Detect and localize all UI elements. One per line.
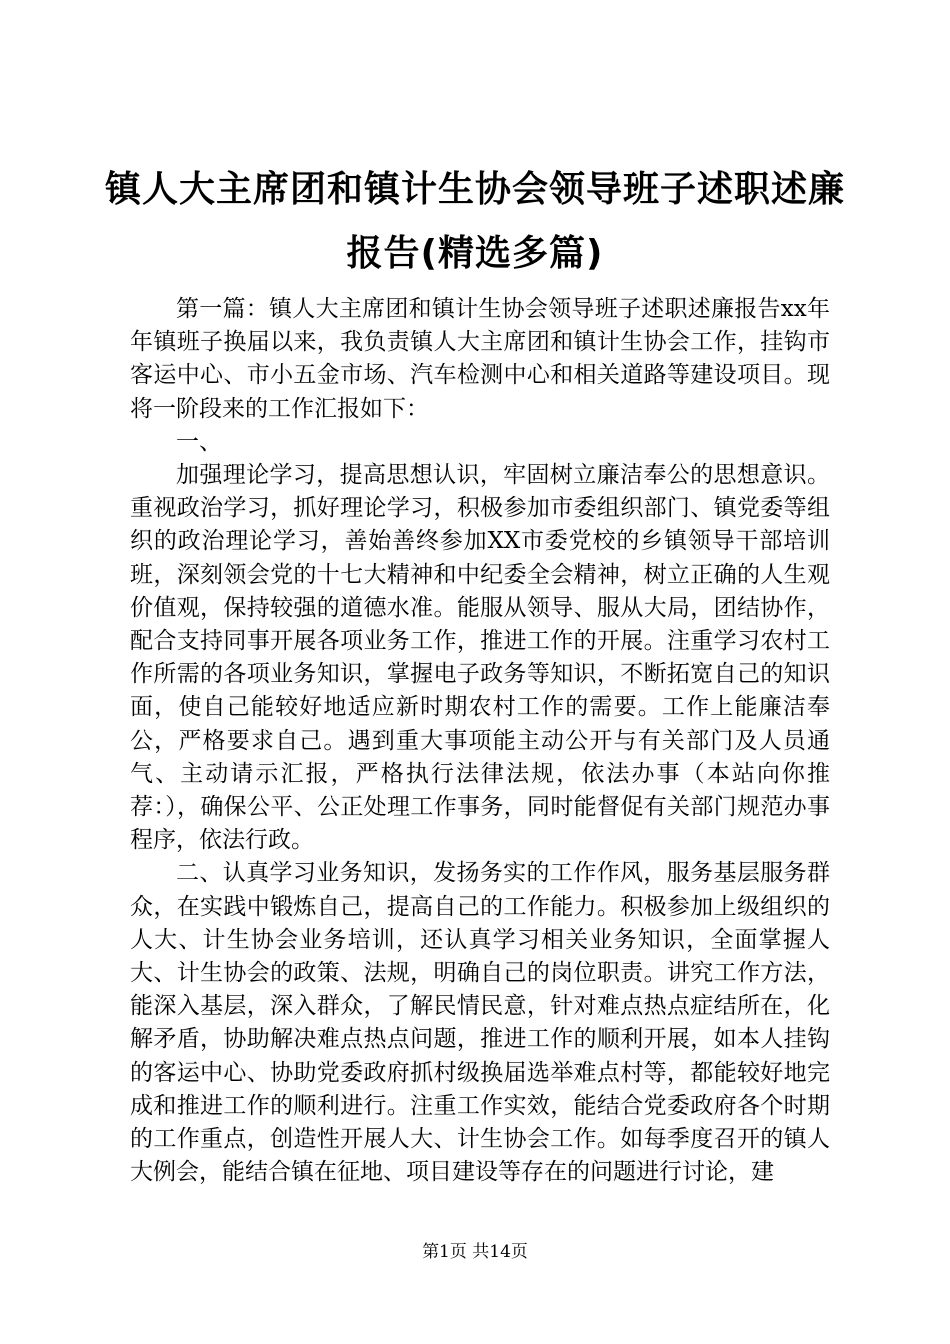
page-footer: 第1页 共14页 (422, 1242, 528, 1262)
title-line-1: 镇人大主席团和镇计生协会领导班子述职述廉 (104, 169, 845, 210)
title-line-2: 报告(精选多篇) (346, 233, 604, 274)
paragraph-section-2: 二、认真学习业务知识，发扬务实的工作作风，服务基层服务群众，在实践中锻炼自己，提高自己的工作能力。积极参加上级组织的人大、计生协会业务培训，还认真学习相关业务知识，全面掌握人大、计生协会的政策、法规，明确自己的岗位职责。讲究工作方法，能深入基层，深入群众，了解民情民意，针对难点热点症结所在，化解矛盾，协助解决难点热点问题，推进工作的顺利开展，如本人挂钩的客运中心、协助党委政府抓村级换届选举难点村等，都能较好地完成和推进工作的顺利进行。注重工作实效，能结合党委政府各个时期的工作重点，创造性开展人大、计生协会工作。如每季度召开的镇人大例会，能结合镇在征地、项目建设等存在的问题进行讨论，建 (130, 860, 830, 1186)
paragraph-section-1-heading: 一、 (176, 428, 222, 455)
paragraph-intro: 第一篇：镇人大主席团和镇计生协会领导班子述职述廉报告xx年年镇班子换届以来，我负责镇人大主席团和镇计生协会工作，挂钩市客运中心、市小五金市场、汽车检测中心和相关道路等建设项目。现将一阶段来的工作汇报如下： (130, 296, 830, 422)
paragraph-section-1: 加强理论学习，提高思想认识，牢固树立廉洁奉公的思想意识。重视政治学习，抓好理论学习，积极参加市委组织部门、镇党委等组织的政治理论学习，善始善终参加XX市委党校的乡镇领导干部培训班，深刻领会党的十七大精神和中纪委全会精神，树立正确的人生观价值观，保持较强的道德水准。能服从领导、服从大局，团结协作，配合支持同事开展各项业务工作，推进工作的开展。注重学习农村工作所需的各项业务知识，掌握电子政务等知识，不断拓宽自己的知识面，使自己能较好地适应新时期农村工作的需要。工作上能廉洁奉公，严格要求自己。遇到重大事项能主动公开与有关部门及人员通气、主动请示汇报，严格执行法律法规，依法办事（本站向你推荐：），确保公平、公正处理工作事务，同时能督促有关部门规范办事程序，依法行政。 (130, 462, 830, 854)
document-body (130, 293, 830, 1189)
document-title (60, 158, 890, 286)
